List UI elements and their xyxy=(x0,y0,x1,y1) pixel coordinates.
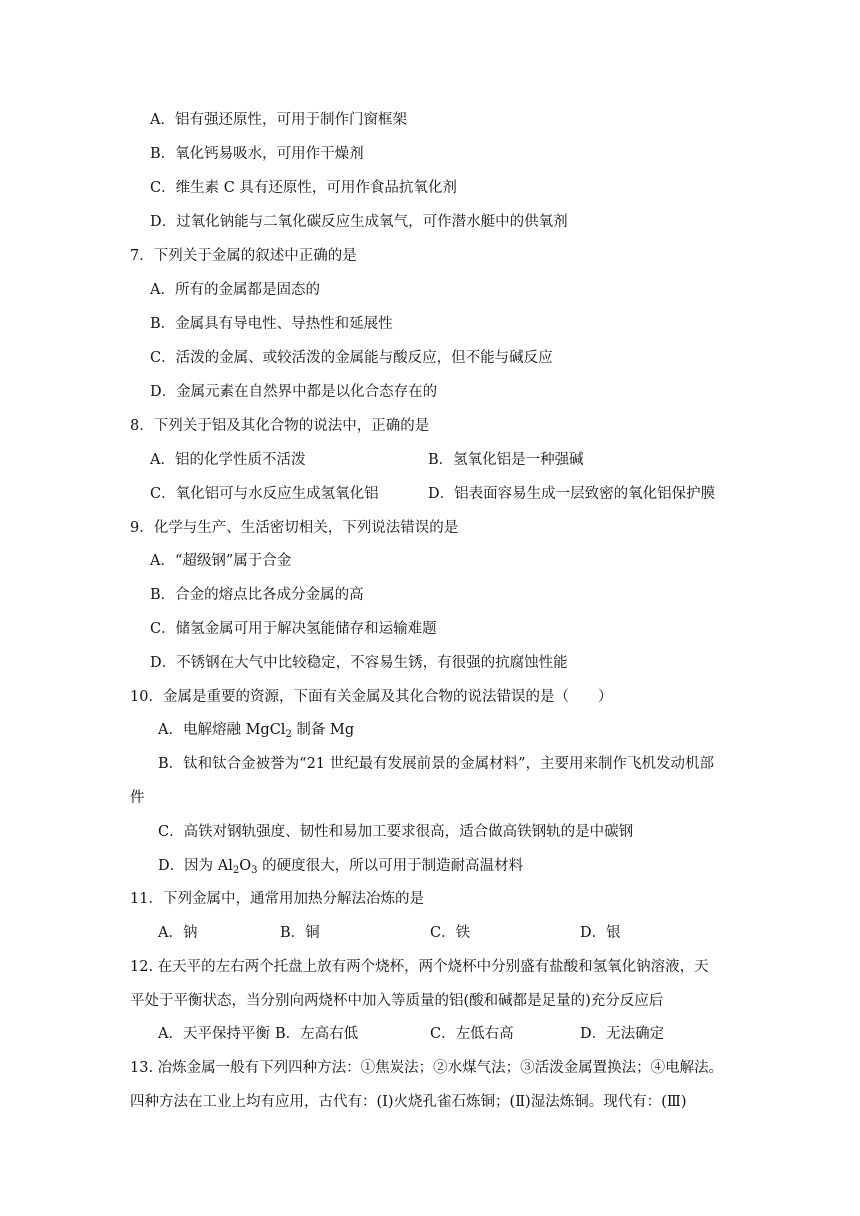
q11-option-b: B．铜 xyxy=(280,925,320,941)
q10-d-subscript-1: 2 xyxy=(232,865,240,876)
q7-option-c: C．活泼的金属、或较活泼的金属能与酸反应，但不能与碱反应 xyxy=(150,350,553,366)
q10-a-text: A．电解熔融 MgCl xyxy=(158,722,286,738)
q9-option-b: B．合金的熔点比各成分金属的高 xyxy=(150,587,364,603)
q8-option-c: C．氧化铝可与水反应生成氢氧化铝 xyxy=(150,486,379,502)
q10-d-text-end: 的硬度很大，所以可用于制造耐高温材料 xyxy=(257,858,524,874)
q11-stem: 11．下列金属中，通常用加热分解法冶炼的是 xyxy=(130,891,424,907)
q10-d-text: D．因为 Al xyxy=(158,858,233,874)
q10-d-subscript-2: 3 xyxy=(251,865,258,876)
q8-option-b: B．氢氧化铝是一种强碱 xyxy=(428,452,584,468)
q7-option-d: D．金属元素在自然界中都是以化合态存在的 xyxy=(150,384,438,400)
q9-option-d: D．不锈钢在大气中比较稳定，不容易生锈，有很强的抗腐蚀性能 xyxy=(150,655,568,671)
q12-option-c: C．左低右高 xyxy=(430,1026,514,1042)
q12-stem-line-1: 12. 在天平的左右两个托盘上放有两个烧杯，两个烧杯中分别盛有盐酸和氢氧化钠溶液，天 xyxy=(130,959,709,975)
q11-option-a: A．钠 xyxy=(158,925,198,941)
q8-option-d: D．铝表面容易生成一层致密的氧化铝保护膜 xyxy=(428,486,716,502)
q9-stem: 9．化学与生产、生活密切相关，下列说法错误的是 xyxy=(130,520,459,536)
q11-option-c: C．铁 xyxy=(430,925,471,941)
q7-option-b: B．金属具有导电性、导热性和延展性 xyxy=(150,316,393,332)
q10-option-b-continued: 件 xyxy=(130,790,145,806)
q8-stem: 8．下列关于铝及其化合物的说法中，正确的是 xyxy=(130,418,430,434)
q7-option-a: A．所有的金属都是固态的 xyxy=(150,282,320,298)
q13-line-1: 13. 冶炼金属一般有下列四种方法：①焦炭法；②水煤气法；③活泼金属置换法；④电解法。 xyxy=(130,1060,724,1076)
q12-option-b: B．左高右低 xyxy=(275,1026,359,1042)
q10-stem: 10．金属是重要的资源，下面有关金属及其化合物的说法错误的是（ ） xyxy=(130,689,613,705)
q12-stem-line-2: 平处于平衡状态，当分别向两烧杯中加入等质量的铝(酸和碱都是足量的)充分反应后 xyxy=(130,993,664,1009)
q10-option-b: B．钛和钛合金被誉为“21 世纪最有发展前景的金属材料”，主要用来制作飞机发动机部 xyxy=(158,756,715,772)
q6-option-d: D．过氧化钠能与二氧化碳反应生成氧气，可作潜水艇中的供氧剂 xyxy=(150,214,568,230)
q10-option-c: C．高铁对钢轨强度、韧性和易加工要求很高，适合做高铁钢轨的是中碳钢 xyxy=(158,824,634,840)
q12-option-d: D．无法确定 xyxy=(580,1026,665,1042)
q9-option-c: C．储氢金属可用于解决氢能储存和运输难题 xyxy=(150,621,437,637)
q7-stem: 7．下列关于金属的叙述中正确的是 xyxy=(130,248,357,264)
q6-option-a: A．铝有强还原性，可用于制作门窗框架 xyxy=(150,112,407,128)
q10-d-text-mid: O xyxy=(239,858,252,874)
q10-option-d xyxy=(158,855,523,877)
q12-option-a: A．天平保持平衡 xyxy=(158,1026,270,1042)
q10-option-a xyxy=(158,719,354,741)
q13-line-2: 四种方法在工业上均有应用，古代有：(Ⅰ)火烧孔雀石炼铜；(Ⅱ)湿法炼铜。现代有：(Ⅲ) xyxy=(130,1094,687,1110)
q8-option-a: A．铝的化学性质不活泼 xyxy=(150,452,306,468)
q9-option-a: A．“超级钢”属于合金 xyxy=(150,553,292,569)
q10-a-text-end: 制备 Mg xyxy=(291,722,355,738)
q6-option-c: C．维生素 C 具有还原性，可用作食品抗氧化剂 xyxy=(150,180,457,196)
q11-option-d: D．银 xyxy=(580,925,621,941)
q6-option-b: B．氧化钙易吸水，可用作干燥剂 xyxy=(150,146,364,162)
q10-a-subscript: 2 xyxy=(285,729,292,740)
